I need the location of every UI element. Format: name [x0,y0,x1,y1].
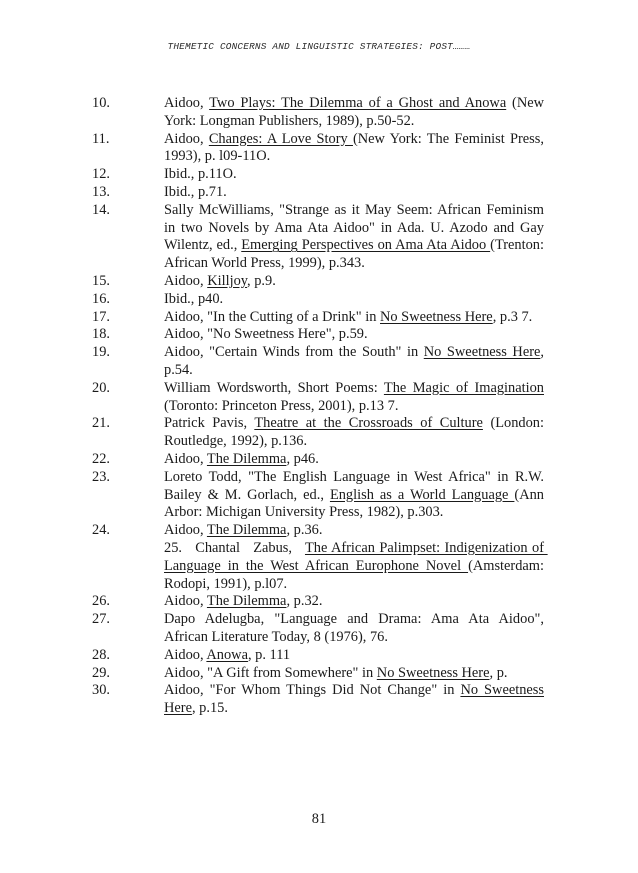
citation-text: Aidoo, [164,272,208,289]
endnote-item [92,647,544,665]
citation-text: , p. 111 [247,646,291,663]
endnote-item [92,166,544,184]
citation-text: , p46. [286,450,319,467]
citation-text: Aidoo, [164,130,209,147]
endnote-number: 15. [92,272,110,289]
endnote-item [92,202,544,273]
citation-text: Aidoo, "No Sweetness Here", p.59. [164,326,368,343]
citation-text: Dapo Adelugba, "Language and Drama: Ama Ata Aidoo", African Literature Today, 8 (1976), 76. [164,611,544,645]
citation-text: Aidoo, "A Gift from Somewhere" in [164,664,377,681]
citation-text: Aidoo, [164,95,210,111]
endnote-text [164,131,544,167]
endnote-text [164,665,544,683]
endnote-item [92,522,544,540]
citation-text: Aidoo, [164,593,207,610]
citation-text: William Wordsworth, Short Poems: [164,379,384,396]
citation-text: Aidoo, [164,450,207,467]
citation-text: (London: Routledge, 1992), p.136. [164,415,544,450]
endnote-text [164,166,544,184]
endnote-item [92,593,544,611]
citation-text: Ibid., p.71. [164,183,227,200]
cited-title: No Sweetness Here [380,308,493,325]
citation-text: Aidoo, [164,522,207,539]
endnote-item [92,131,544,167]
endnote-number: 19. [92,344,110,361]
endnote-text [164,184,544,202]
endnote-item [92,469,544,522]
endnote-text [164,344,544,380]
citation-text: , p.54. [164,344,544,378]
cited-title: Killjoy [207,272,248,289]
endnote-text [164,326,544,344]
endnote-number: 11. [92,130,110,147]
endnote-item [92,184,544,202]
endnote-number: 24. [92,522,110,539]
endnote-item [92,326,544,344]
endnote-text [164,647,544,665]
cited-title: Emerging Perspectives on Ama Ata Aidoo [241,237,491,254]
cited-title: English as a World Language [329,486,515,503]
endnote-item [92,273,544,291]
endnote-text [164,451,544,469]
endnote-item [92,380,544,416]
endnote-number: 18. [92,326,110,343]
cited-title: The Dilemma [206,522,287,539]
endnote-text [164,682,544,718]
citation-text: , p.3 7. [492,308,533,325]
cited-title: Anowa [206,646,248,663]
endnote-number: 29. [92,664,110,681]
endnote-item [92,415,544,451]
citation-text: , p.15. [191,700,228,717]
endnote-number [92,540,164,593]
citation-text: , p.9. [247,272,276,289]
endnote-text [164,291,544,309]
endnote-text [164,202,544,273]
citation-text: , p. [489,664,508,681]
citation-text: Sally McWilliams, "Strange as it May Seem: African Feminism in two Novels by Ama Ata Aidoo" in Ada. U. Azodo and Gay Wilentz, ed., [164,201,544,254]
citation-text: (New York: Longman Publishers, 1989), p.50-52. [164,95,545,129]
endnote-text [164,380,544,416]
citation-text: 25. Chantal Zabus, [164,539,305,556]
citation-text: Aidoo, "In the Cutting of a Drink" in [164,308,380,325]
citation-text: , p.36. [286,522,323,539]
endnote-text [164,522,544,540]
endnote-number: 21. [92,415,110,432]
endnote-item [92,95,544,131]
endnote-item [92,539,548,593]
citation-text: Patrick Pavis, [164,415,255,432]
citation-text: , p.32. [286,593,323,610]
cited-title: The African Palimpset: Indigenization of Language in the West African Europhone Novel [164,539,548,574]
citation-text: (New York: The Feminist Press, 1993), p. l09-11O. [164,130,544,165]
cited-title: Changes: A Love Story [208,130,353,147]
endnote-text [164,469,544,522]
endnote-number: 20. [92,379,110,396]
endnote-item [92,309,544,327]
endnote-text [164,95,544,131]
cited-title: Theatre at the Crossroads of Culture [254,415,483,432]
endnote-number: 17. [92,308,110,325]
citation-text: (Trenton: African World Press, 1999), p.343. [164,237,544,272]
endnote-number: 23. [92,468,110,485]
citation-text: (Ann Arbor: Michigan University Press, 1982), p.303. [164,486,544,521]
citation-text: (Toronto: Princeton Press, 2001), p.13 7. [164,397,399,414]
endnote-text [164,309,544,327]
citation-text: Aidoo, "Certain Winds from the South" in [164,344,424,361]
endnote-item [92,665,544,683]
endnote-number: 16. [92,290,110,307]
citation-text: Aidoo, "For Whom Things Did Not Change" in [164,682,461,699]
endnote-number: 28. [92,646,110,663]
endnote-text [164,539,548,593]
citation-text: Ibid., p.11O. [164,166,237,183]
endnote-item [92,682,544,718]
cited-title: No Sweetness Here [376,664,490,681]
cited-title: No Sweetness Here [164,682,544,717]
endnote-number: 14. [92,201,110,218]
cited-title: No Sweetness Here [423,344,541,361]
cited-title: Two Plays: The Dilemma of a Ghost and Anowa [209,95,507,111]
endnote-text [164,611,544,647]
endnote-text [164,593,544,611]
endnote-item [92,344,544,380]
endnote-number: 22. [92,450,110,467]
citation-text: Aidoo, [164,646,207,663]
endnote-item [92,451,544,469]
cited-title: The Magic of Imagination [383,379,544,396]
citation-text: (Amsterdam: Rodopi, 1991), p.l07. [164,557,548,592]
citation-text: Loreto Todd, "The English Language in West Africa" in R.W. Bailey & M. Gorlach, ed., [164,468,544,503]
endnote-item [92,291,544,309]
endnote-number: 13. [92,183,110,200]
endnotes-list [92,95,548,718]
endnote-item [92,611,544,647]
endnote-number: 12. [92,166,110,183]
cited-title: The Dilemma [206,593,287,610]
endnote-text [164,273,544,291]
running-header: THEMETIC CONCERNS AND LINGUISTIC STRATEGIES: POST……… [167,41,471,52]
endnote-text [164,415,544,451]
citation-text: Ibid., p40. [164,290,224,307]
endnote-number: 10. [92,95,110,111]
endnote-number: 27. [92,611,110,628]
endnote-number: 26. [92,593,110,610]
cited-title: The Dilemma [206,450,287,467]
page-number: 81 [311,811,327,827]
endnote-number: 30. [92,682,110,699]
